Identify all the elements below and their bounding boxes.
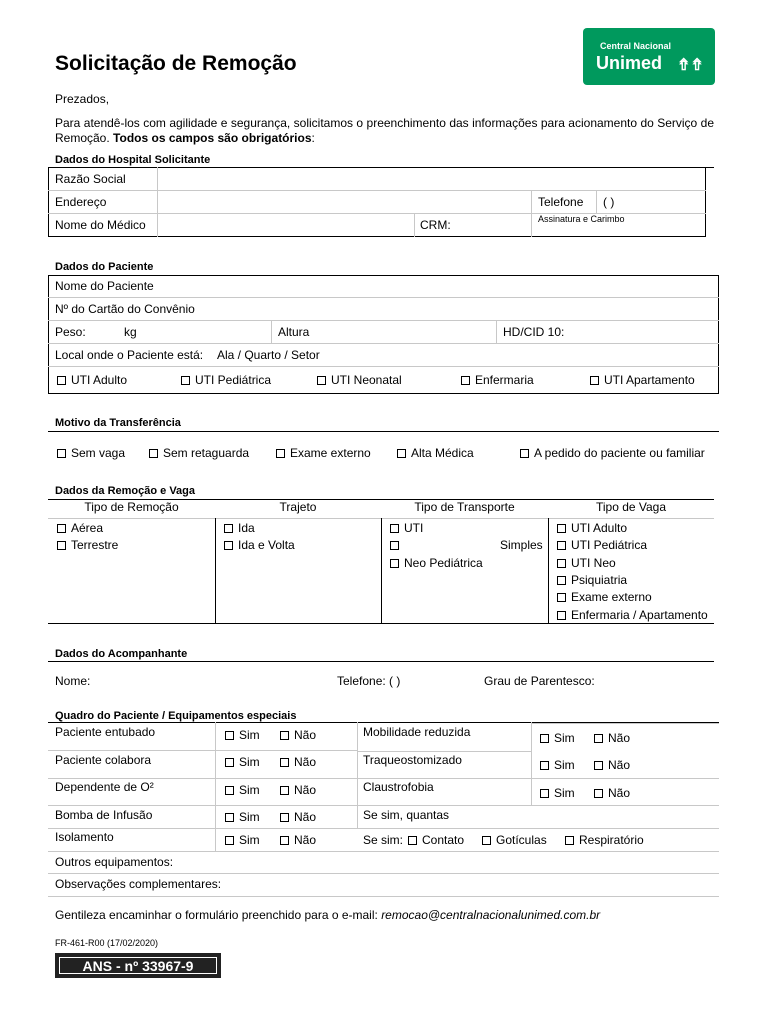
- checkbox-icon: [280, 813, 289, 822]
- checkbox-icon: [224, 541, 233, 550]
- footer-instructions: [55, 908, 600, 922]
- quadro-colabora-label: Paciente colabora: [55, 753, 152, 767]
- crm-label: CRM:: [420, 218, 451, 232]
- checkbox-icon: [594, 789, 603, 798]
- footer-text: Gentileza encaminhar o formulário preenchido para o e-mail:: [55, 908, 378, 922]
- quadro-mobilidade-label: Mobilidade reduzida: [363, 725, 471, 739]
- checkbox-icon: [520, 449, 529, 458]
- transporte-simples-checkbox[interactable]: [390, 538, 404, 552]
- opt-uti-neonatal[interactable]: UTI Neonatal: [317, 373, 402, 387]
- checkbox-icon: [57, 449, 66, 458]
- section-quadro-title: Quadro do Paciente / Equipamentos especiais: [55, 710, 297, 722]
- assinatura-label: Assinatura e Carimbo: [538, 214, 625, 224]
- intro-paragraph: [55, 116, 714, 146]
- motivo-sem-vaga[interactable]: Sem vaga: [57, 446, 125, 460]
- remocao-aerea[interactable]: Aérea: [57, 521, 103, 535]
- quadro-claustrofobia-label: Claustrofobia: [363, 780, 434, 794]
- isolamento-goticulas[interactable]: Gotículas: [482, 833, 547, 847]
- acompanhante-telefone-label: Telefone: ( ): [337, 674, 401, 688]
- isolamento-respiratorio[interactable]: Respiratório: [565, 833, 644, 847]
- unimed-logo: [583, 28, 715, 85]
- transporte-neo-pediatrica[interactable]: Neo Pediátrica: [390, 556, 483, 570]
- quadro-traqueostomizado-label: Traqueostomizado: [363, 753, 462, 767]
- bomba-sim[interactable]: Sim: [225, 810, 260, 824]
- entubado-nao[interactable]: Não: [280, 728, 316, 742]
- checkbox-icon: [225, 786, 234, 795]
- header-tipo-remocao: Tipo de Remoção: [84, 500, 179, 514]
- checkbox-icon: [390, 541, 399, 550]
- logo-line1: Central Nacional: [600, 41, 672, 51]
- checkbox-icon: [57, 541, 66, 550]
- checkbox-icon: [540, 761, 549, 770]
- section-remocao-title: Dados da Remoção e Vaga: [55, 485, 195, 497]
- traqueostomizado-sim[interactable]: Sim: [540, 758, 575, 772]
- hdcid-label: HD/CID 10:: [503, 325, 565, 339]
- vaga-psiquiatria[interactable]: Psiquiatria: [557, 573, 627, 587]
- logo-line2: Unimed: [596, 53, 663, 73]
- checkbox-icon: [225, 731, 234, 740]
- isolamento-nao[interactable]: Não: [280, 833, 316, 847]
- claustrofobia-sim[interactable]: Sim: [540, 786, 575, 800]
- header-tipo-transporte: Tipo de Transporte: [414, 500, 515, 514]
- checkbox-icon: [276, 449, 285, 458]
- checkbox-icon: [280, 836, 289, 845]
- greeting: Prezados,: [55, 92, 110, 106]
- vaga-uti-pediatrica[interactable]: UTI Pediátrica: [557, 538, 647, 552]
- peso-label: Peso:: [55, 325, 86, 339]
- opt-uti-apartamento[interactable]: UTI Apartamento: [590, 373, 695, 387]
- checkbox-icon: [557, 611, 566, 620]
- checkbox-icon: [594, 734, 603, 743]
- kg-unit: kg: [124, 325, 137, 339]
- transporte-simples-label: Simples: [500, 538, 543, 552]
- footer-email[interactable]: remocao@centralnacionalunimed.com.br: [381, 908, 601, 922]
- checkbox-icon: [461, 376, 470, 385]
- vaga-exame-externo[interactable]: Exame externo: [557, 590, 652, 604]
- section-paciente-title: Dados do Paciente: [55, 261, 154, 273]
- isolamento-contato[interactable]: Contato: [408, 833, 464, 847]
- checkbox-icon: [408, 836, 417, 845]
- motivo-pedido-paciente[interactable]: A pedido do paciente ou familiar: [520, 446, 705, 460]
- page-title: Solicitação de Remoção: [55, 52, 297, 75]
- header-tipo-vaga: Tipo de Vaga: [595, 500, 667, 514]
- acompanhante-grau-label: Grau de Parentesco:: [484, 674, 595, 688]
- isolamento-sim[interactable]: Sim: [225, 833, 260, 847]
- vaga-uti-adulto[interactable]: UTI Adulto: [557, 521, 627, 535]
- checkbox-icon: [224, 524, 233, 533]
- section-acompanhante-title: Dados do Acompanhante: [55, 648, 188, 660]
- se-sim-label: Se sim:: [363, 833, 404, 847]
- quadro-entubado-label: Paciente entubado: [55, 725, 156, 739]
- ans-badge: [55, 953, 221, 978]
- vaga-enfermaria[interactable]: Enfermaria / Apartamento: [557, 608, 708, 622]
- checkbox-icon: [181, 376, 190, 385]
- checkbox-icon: [225, 758, 234, 767]
- nome-paciente-label: Nome do Paciente: [55, 279, 154, 293]
- section-motivo-title: Motivo da Transferência: [55, 417, 181, 429]
- acompanhante-nome-label: Nome:: [55, 674, 91, 688]
- dependente-o2-nao[interactable]: Não: [280, 783, 316, 797]
- checkbox-icon: [565, 836, 574, 845]
- entubado-sim[interactable]: Sim: [225, 728, 260, 742]
- quadro-dependente-o2-label: Dependente de O²: [55, 780, 154, 794]
- telefone-label: Telefone: [538, 195, 584, 209]
- telefone-field[interactable]: ( ): [603, 195, 615, 209]
- checkbox-icon: [280, 758, 289, 767]
- motivo-exame-externo[interactable]: Exame externo: [276, 446, 371, 460]
- razao-social-label: Razão Social: [55, 172, 126, 186]
- checkbox-icon: [280, 731, 289, 740]
- quadro-quantas-label: Se sim, quantas: [363, 808, 450, 822]
- trajeto-ida[interactable]: Ida: [224, 521, 255, 535]
- checkbox-icon: [280, 786, 289, 795]
- trajeto-ida-volta[interactable]: Ida e Volta: [224, 538, 295, 552]
- endereco-field[interactable]: [159, 192, 529, 212]
- form-code: FR-461-R00 (17/02/2020): [55, 938, 159, 948]
- traqueostomizado-nao[interactable]: Não: [594, 758, 630, 772]
- transporte-uti[interactable]: UTI: [390, 521, 423, 535]
- ala-label: Ala / Quarto / Setor: [217, 348, 320, 362]
- razao-social-field[interactable]: [159, 169, 704, 189]
- endereco-label: Endereço: [55, 195, 107, 209]
- header-trajeto: Trajeto: [279, 500, 317, 514]
- checkbox-icon: [557, 576, 566, 585]
- nome-medico-label: Nome do Médico: [55, 218, 146, 232]
- dependente-o2-sim[interactable]: Sim: [225, 783, 260, 797]
- checkbox-icon: [57, 524, 66, 533]
- quadro-bomba-label: Bomba de Infusão: [55, 808, 153, 822]
- checkbox-icon: [557, 524, 566, 533]
- claustrofobia-nao[interactable]: Não: [594, 786, 630, 800]
- checkbox-icon: [317, 376, 326, 385]
- checkbox-icon: [225, 836, 234, 845]
- opt-enfermaria[interactable]: Enfermaria: [461, 373, 534, 387]
- checkbox-icon: [149, 449, 158, 458]
- checkbox-icon: [390, 524, 399, 533]
- motivo-sem-retaguarda[interactable]: Sem retaguarda: [149, 446, 249, 460]
- colabora-nao[interactable]: Não: [280, 755, 316, 769]
- checkbox-icon: [482, 836, 491, 845]
- checkbox-icon: [557, 541, 566, 550]
- checkbox-icon: [57, 376, 66, 385]
- opt-uti-pediatrica[interactable]: UTI Pediátrica: [181, 373, 271, 387]
- nome-medico-field[interactable]: [159, 215, 412, 235]
- outros-equipamentos-label: Outros equipamentos:: [55, 855, 174, 869]
- motivo-alta-medica[interactable]: Alta Médica: [397, 446, 474, 460]
- cartao-label: Nº do Cartão do Convênio: [55, 302, 195, 316]
- checkbox-icon: [397, 449, 406, 458]
- checkbox-icon: [390, 559, 399, 568]
- intro-bold: Todos os campos são obrigatórios: [113, 131, 312, 145]
- checkbox-icon: [557, 593, 566, 602]
- checkbox-icon: [540, 734, 549, 743]
- mobilidade-sim[interactable]: Sim: [540, 731, 575, 745]
- checkbox-icon: [557, 559, 566, 568]
- vaga-uti-neo[interactable]: UTI Neo: [557, 556, 616, 570]
- checkbox-icon: [590, 376, 599, 385]
- bomba-nao[interactable]: Não: [280, 810, 316, 824]
- opt-uti-adulto[interactable]: UTI Adulto: [57, 373, 127, 387]
- checkbox-icon: [225, 813, 234, 822]
- mobilidade-nao[interactable]: Não: [594, 731, 630, 745]
- section-hospital-title: Dados do Hospital Solicitante: [55, 154, 211, 166]
- unimed-tree-icon: ⇮⇮: [677, 57, 704, 74]
- observacoes-label: Observações complementares:: [55, 877, 222, 891]
- intro-text: Para atendê-los com agilidade e segurança, solicitamos o preenchimento das informações para acionamento do Serviço de Remoção.: [55, 116, 714, 145]
- intro-end: :: [311, 131, 315, 145]
- checkbox-icon: [540, 789, 549, 798]
- checkbox-icon: [594, 761, 603, 770]
- colabora-sim[interactable]: Sim: [225, 755, 260, 769]
- remocao-terrestre[interactable]: Terrestre: [57, 538, 118, 552]
- altura-label: Altura: [278, 325, 310, 339]
- local-label: Local onde o Paciente está:: [55, 348, 204, 362]
- ans-number: ANS - nº 33967-9: [59, 957, 217, 974]
- quadro-isolamento-label: Isolamento: [55, 830, 114, 844]
